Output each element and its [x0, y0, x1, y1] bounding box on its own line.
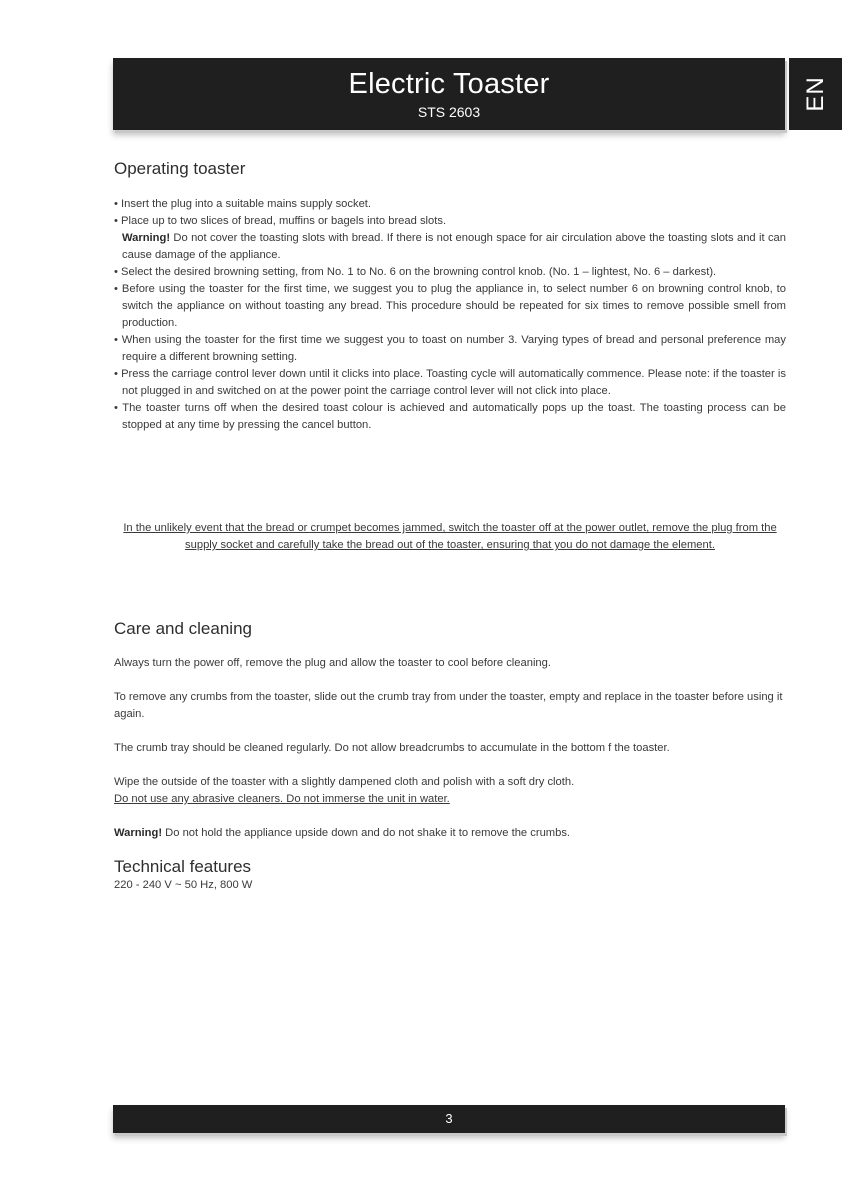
- operating-list: [114, 196, 786, 434]
- section-title-operating: Operating toaster: [114, 159, 246, 178]
- warning-text: Do not hold the appliance upside down and do not shake it to remove the crumbs.: [162, 827, 571, 839]
- care-warning: [114, 825, 786, 842]
- list-item: • When using the toaster for the first time we suggest you to toast on number 3. Varying types of bread and personal preference may require a different browning setting.: [114, 332, 786, 366]
- section-title-care: Care and cleaning: [114, 619, 252, 638]
- list-item: • The toaster turns off when the desired toast colour is achieved and automatically pops up the toast. The toasting process can be stopped at any time by pressing the cancel button.: [114, 400, 786, 434]
- page-title: Electric Toaster: [348, 68, 550, 100]
- list-item: • Place up to two slices of bread, muffins or bagels into bread slots.: [114, 213, 786, 230]
- care-caution: Do not use any abrasive cleaners. Do not immerse the unit in water.: [114, 793, 450, 805]
- tech-spec: 220 - 240 V ~ 50 Hz, 800 W: [114, 879, 253, 891]
- jam-note: In the unlikely event that the bread or crumpet becomes jammed, switch the toaster off at the power outlet, remove the plug from the supply socket and carefully take the bread out of the toaster, ensuring that you do not damage the element.: [123, 522, 777, 551]
- page-number: 3: [445, 1111, 453, 1126]
- model-number: STS 2603: [417, 104, 481, 120]
- warning-label: Warning!: [114, 827, 163, 839]
- list-item: • Before using the toaster for the first time, we suggest you to plug the appliance in, to select number 6 on browning control knob, to switch the appliance on without toasting any bread. This procedure should be repeated for six times to remove possible smell from production.: [114, 281, 786, 332]
- header-bar: [113, 58, 785, 130]
- list-item: • Insert the plug into a suitable mains supply socket.: [114, 196, 786, 213]
- care-text: Wipe the outside of the toaster with a slightly dampened cloth and polish with a soft dry cloth.: [114, 776, 575, 788]
- warning-text: Do not cover the toasting slots with bread. If there is not enough space for air circulation above the toasting slots and it can cause damage of the appliance.: [122, 232, 786, 261]
- language-label: EN: [801, 76, 829, 112]
- care-paragraph: [114, 774, 786, 808]
- section-title-tech: Technical features: [114, 857, 252, 876]
- warning-label: Warning!: [122, 232, 171, 244]
- footer-bar: [113, 1105, 785, 1133]
- list-item: • Press the carriage control lever down until it clicks into place. Toasting cycle will automatically commence. Please note: if the toaster is not plugged in and switched on at the power point the carriage control lever will not click into place.: [114, 366, 786, 400]
- care-paragraph: Always turn the power off, remove the plug and allow the toaster to cool before cleaning.: [114, 657, 551, 669]
- language-tab: [789, 58, 842, 130]
- warning-note: [114, 230, 786, 264]
- care-paragraph: To remove any crumbs from the toaster, slide out the crumb tray from under the toaster, empty and replace in the toaster before using it again.: [114, 691, 783, 720]
- list-item: • Select the desired browning setting, from No. 1 to No. 6 on the browning control knob. (No. 1 – lightest, No. 6 – darkest).: [114, 264, 786, 281]
- care-paragraph: The crumb tray should be cleaned regularly. Do not allow breadcrumbs to accumulate in the bottom f the toaster.: [114, 742, 670, 754]
